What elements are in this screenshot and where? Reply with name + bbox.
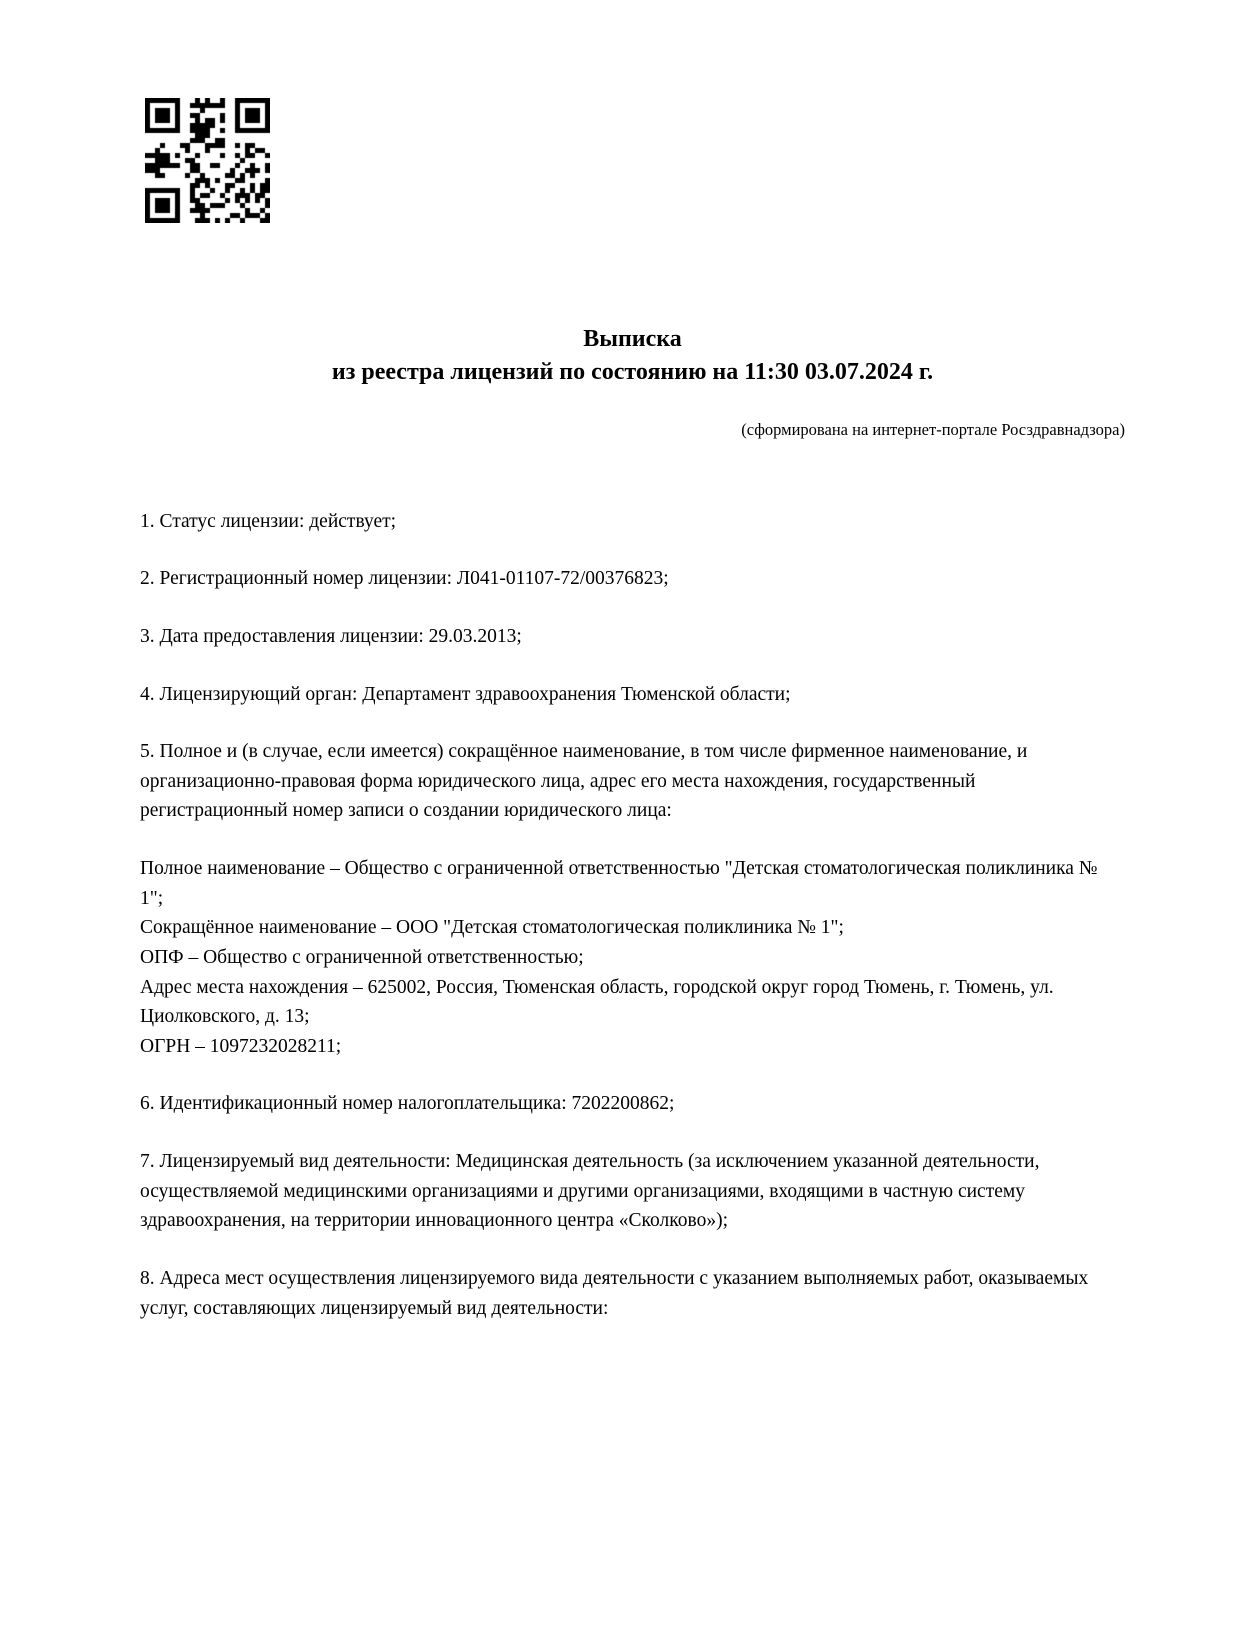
qr-code-icon [145, 98, 270, 223]
paragraph-registration-number: 2. Регистрационный номер лицензии: Л041-01107-72/00376823; [140, 568, 669, 590]
paragraph-entity-intro: 5. Полное и (в случае, если имеется) сокращённое наименование, в том числе фирменное наименование, и организационно-правовая форма юридического лица, адрес его места нахождения, государственный регистрационный номер записи о создании юридического лица: [140, 741, 1028, 822]
paragraph-license-status: 1. Статус лицензии: действует; [140, 510, 397, 532]
paragraph-grant-date: 3. Дата предоставления лицензии: 29.03.2013; [140, 625, 522, 647]
entity-legal-form: ОПФ – Общество с ограниченной ответственностью; [140, 946, 584, 968]
entity-short-name: Сокращённое наименование – ООО "Детская стоматологическая поликлиника № 1"; [140, 917, 844, 939]
document-title-line1: Выписка [583, 326, 682, 352]
entity-details [140, 854, 1125, 1061]
document-title [140, 323, 1125, 389]
document-subtitle: (сформирована на интернет-портале Росздравнадзора) [741, 420, 1125, 440]
entity-ogrn: ОГРН – 1097232028211; [140, 1035, 342, 1057]
entity-full-name: Полное наименование – Общество с ограниченной ответственностью "Детская стоматологическая поликлиника № 1"; [140, 858, 1098, 909]
document-body [140, 507, 1125, 1324]
paragraph-licensed-activity: 7. Лицензируемый вид деятельности: Медицинская деятельность (за исключением указанной деятельности, осуществляемой медицинскими организациями и другими организациями, входящими в частную систему здравоохранения, на территории инновационного центра «Сколково»); [140, 1151, 1040, 1232]
paragraph-inn: 6. Идентификационный номер налогоплательщика: 7202200862; [140, 1093, 675, 1115]
paragraph-addresses-intro: 8. Адреса мест осуществления лицензируемого вида деятельности с указанием выполняемых работ, оказываемых услуг, составляющих лицензируемый вид деятельности: [140, 1267, 1089, 1319]
paragraph-licensing-authority: 4. Лицензирующий орган: Департамент здравоохранения Тюменской области; [140, 683, 791, 705]
entity-address: Адрес места нахождения – 625002, Россия, Тюменская область, городской округ город Тюмень, г. Тюмень, ул. Циолковского, д. 13; [140, 976, 1054, 1028]
document-title-line2: из реестра лицензий по состоянию на 11:30 03.07.2024 г. [331, 359, 934, 386]
